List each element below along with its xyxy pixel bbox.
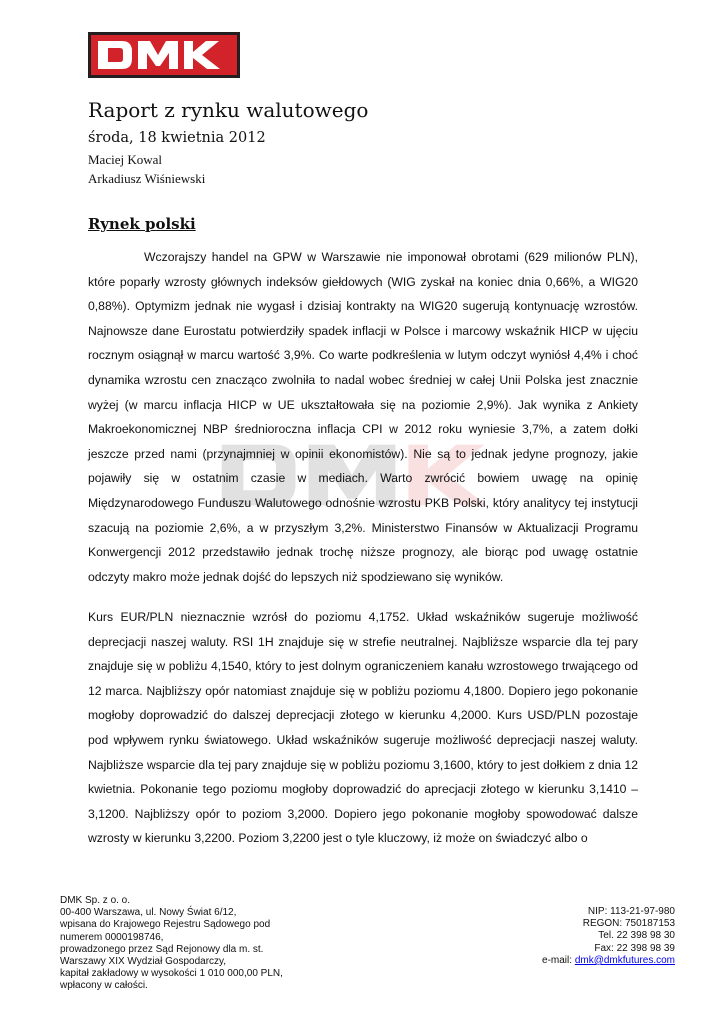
paragraph-polish-market: Wczorajszy handel na GPW w Warszawie nie imponował obrotami (629 milionów PLN), które poparły wzrosty głównych indeksów giełdowych (WIG zyskał na koniec dnia 0,66%, a WIG20 0,88%). Optymizm jednak nie wygasł i dzisiaj kontrakty na WIG20 sugerują kontynuację wzrostów. Najnowsze dane Eurostatu potwierdziły spadek inflacji w Polsce i marcowy wskaźnik HICP w ujęciu rocznym osiągnął w marcu wartość 3,9%. Co warte podkreślenia w lutym odczyt wyniósł 4,4% i choć dynamika wzrostu cen znacząco zwolniła to nadal wobec średniej w całej Unii Polska jest znacznie wyżej (w marcu inflacja HICP w UE ukształtowała się na poziomie 2,9%). Jak wynika z Ankiety Makroekonomicznej NBP średnioroczna inflacja CPI w 2012 roku wyniesie 3,7%, a zatem dołki jeszcze przed nami (przynajmniej w opinii ekonomistów). Nie są to jednak jedyne prognozy, jakie pojawiły się w ostatnim czasie w mediach. Warto zwrócić bowiem uwagę na opinię Międzynarodowego Funduszu Walutowego odnośnie wzrostu PKB Polski, który analitycy tej instytucji szacują na poziomie 2,6%, a w przyszłym 3,2%. Ministerstwo Finansów w Aktualizacji Programu Konwergencji 2012 przedstawiło jednak trochę niższe prognozy, ale biorąc pod uwagę ostatnie odczyty makro może jednak dojść do lepszych niż spodziewano się wyników. — [88, 250, 638, 584]
footer-line: wpisana do Krajowego Rejestru Sądowego pod — [60, 919, 271, 931]
report-date: środa, 18 kwietnia 2012 — [88, 130, 266, 146]
footer-nip: NIP: 113-21-97-980 — [587, 906, 675, 917]
footer-fax: Fax: 22 398 98 39 — [594, 942, 675, 954]
author-name: Maciej Kowal — [88, 152, 163, 167]
footer-line: prowadzonego przez Sąd Rejonowy dla m. st. — [60, 943, 264, 955]
footer-regon: REGON: 750187153 — [582, 918, 675, 930]
footer-email-label: e-mail: — [542, 954, 575, 966]
footer-company-info — [60, 895, 325, 993]
footer-line: DMK Sp. z o. o. — [60, 895, 131, 906]
footer-line: Warszawy XIX Wydział Gospodarczy, — [60, 956, 227, 968]
footer-line: 00-400 Warszawa, ul. Nowy Świat 6/12, — [60, 907, 237, 919]
footer-tel: Tel. 22 398 98 30 — [598, 930, 675, 942]
footer-contact-info — [542, 906, 675, 967]
dmk-logo — [88, 32, 240, 78]
email-link[interactable]: dmk@dmkfutures.com — [574, 954, 675, 966]
report-title: Raport z rynku walutowego — [88, 98, 369, 122]
footer-email — [542, 955, 675, 967]
paragraph-fx-analysis: Kurs EUR/PLN nieznacznie wzrósł do poziomu 4,1752. Układ wskaźników sugeruje możliwość deprecjacji naszej waluty. RSI 1H znajduje się w strefie neutralnej. Najbliższe wsparcie dla tej pary znajduje się w pobliżu 4,1540, który to jest dolnym ograniczeniem kanału wzrostowego trwającego od 12 marca. Najbliższy opór natomiast znajduje się w pobliżu poziomu 4,1800. Dopiero jego pokonanie mogłoby doprowadzić do dalszej deprecjacji złotego w kierunku 4,2000. Kurs USD/PLN pozostaje pod wpływem rynku światowego. Układ wskaźników sugeruje możliwość deprecjacji naszej waluty. Najbliższe wsparcie dla tej pary znajduje się w pobliżu poziomu 3,1600, który to jest dołkiem z dnia 12 kwietnia. Pokonanie tego poziomu mogłoby doprowadzić do aprecjacji złotego w kierunku 3,1410 – 3,1200. Najbliższy opór to poziom 3,2000. Dopiero jego pokonanie mogłoby spowodować dalsze wzrosty w kierunku 3,2200. Poziom 3,2200 jest o tyle kluczowy, iż może on świadczyć albo o — [88, 610, 638, 846]
author-name: Arkadiusz Wiśniewski — [88, 171, 206, 186]
section-title: Rynek polski — [88, 215, 196, 233]
footer-line: wpłacony w całości. — [60, 980, 148, 992]
footer-line: numerem 0000198746, — [60, 931, 164, 943]
footer-line: kapitał zakładowy w wysokości 1 010 000,00 PLN, — [60, 968, 283, 980]
